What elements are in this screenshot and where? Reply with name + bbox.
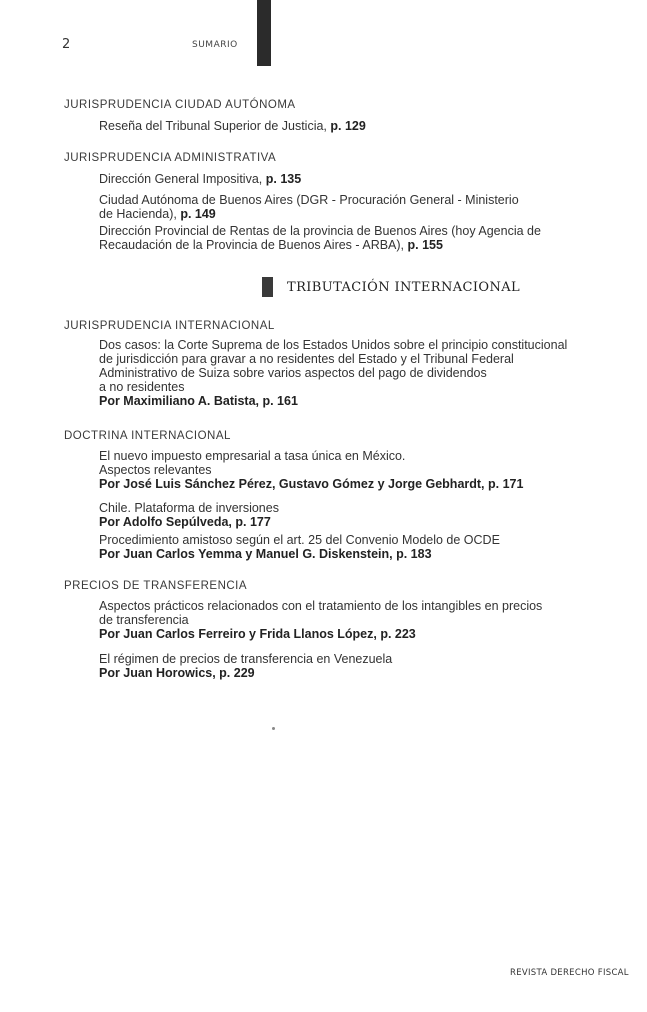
page-number: 2 xyxy=(62,37,71,52)
entry-text: Ciudad Autónoma de Buenos Aires (DGR - Procuración General - Ministerio de Hacienda), xyxy=(99,193,519,221)
entry-page: p. 135 xyxy=(265,172,302,186)
toc-entry xyxy=(99,224,599,252)
entry-author: Por Maximiliano A. Batista, p. 161 xyxy=(99,394,298,408)
section-heading-juris-ciudad: JURISPRUDENCIA CIUDAD AUTÓNOMA xyxy=(64,99,296,111)
toc-entry xyxy=(99,119,629,133)
entry-text: Reseña del Tribunal Superior de Justicia, xyxy=(99,119,327,133)
entry-text-line: Aspectos relevantes xyxy=(99,463,212,477)
entry-text-line: a no residentes xyxy=(99,380,185,394)
main-heading-label: TRIBUTACIÓN INTERNACIONAL xyxy=(287,279,521,295)
heading-marker xyxy=(262,277,273,297)
toc-entry xyxy=(99,338,629,408)
toc-entry xyxy=(99,599,629,641)
top-marker-bar xyxy=(257,0,271,66)
entry-text: Dirección Provincial de Rentas de la provincia de Buenos Aires (hoy Agencia de Recaudación de la Provincia de Buenos Aires - ARBA), xyxy=(99,224,541,252)
main-section-heading xyxy=(262,277,520,297)
running-title: SUMARIO xyxy=(192,40,238,50)
toc-entry xyxy=(99,449,629,491)
entry-page: p. 155 xyxy=(407,238,443,252)
entry-text-line: Aspectos prácticos relacionados con el tratamiento de los intangibles en precios xyxy=(99,599,543,613)
entry-author: Por Juan Carlos Ferreiro y Frida Llanos López, p. 223 xyxy=(99,627,416,641)
entry-text-line: de jurisdicción para gravar a no residentes del Estado y el Tribunal Federal xyxy=(99,352,514,366)
entry-author: Por Juan Carlos Yemma y Manuel G. Diskenstein, p. 183 xyxy=(99,547,432,561)
entry-text-line: de transferencia xyxy=(99,613,189,627)
section-heading-doctrina: DOCTRINA INTERNACIONAL xyxy=(64,430,231,442)
toc-entry xyxy=(99,652,629,680)
footer-journal-title: REVISTA DERECHO FISCAL xyxy=(510,968,629,978)
ink-speck xyxy=(272,727,275,730)
entry-text-line: Administrativo de Suiza sobre varios aspectos del pago de dividendos xyxy=(99,366,487,380)
toc-entry xyxy=(99,193,529,221)
section-heading-precios: PRECIOS DE TRANSFERENCIA xyxy=(64,580,248,592)
entry-text-line: Dos casos: la Corte Suprema de los Estados Unidos sobre el principio constitucional xyxy=(99,338,568,352)
entry-text-line: El régimen de precios de transferencia en Venezuela xyxy=(99,652,393,666)
entry-page: p. 149 xyxy=(180,207,216,221)
toc-entry xyxy=(99,533,629,561)
entry-text-line: Chile. Plataforma de inversiones xyxy=(99,501,279,515)
toc-entry xyxy=(99,172,629,186)
section-heading-juris-intl: JURISPRUDENCIA INTERNACIONAL xyxy=(64,320,275,332)
entry-text-line: Procedimiento amistoso según el art. 25 del Convenio Modelo de OCDE xyxy=(99,533,500,547)
entry-author: Por Juan Horowics, p. 229 xyxy=(99,666,255,680)
entry-text: Dirección General Impositiva, xyxy=(99,172,263,186)
toc-entry xyxy=(99,501,629,529)
entry-author: Por Adolfo Sepúlveda, p. 177 xyxy=(99,515,271,529)
section-heading-juris-admin: JURISPRUDENCIA ADMINISTRATIVA xyxy=(64,152,277,164)
entry-author: Por José Luis Sánchez Pérez, Gustavo Gómez y Jorge Gebhardt, p. 171 xyxy=(99,477,524,491)
entry-page: p. 129 xyxy=(330,119,366,133)
entry-text-line: El nuevo impuesto empresarial a tasa única en México. xyxy=(99,449,406,463)
